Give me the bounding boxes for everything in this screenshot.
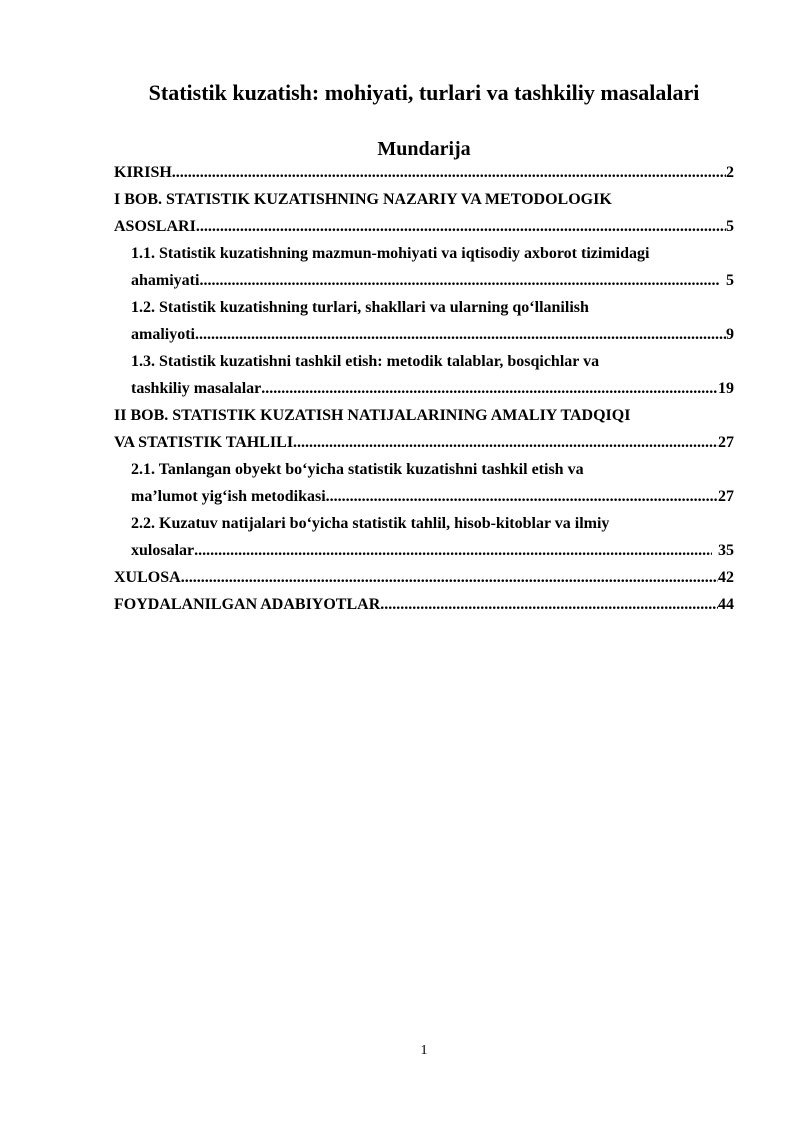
toc-entry-text: KIRISH (114, 164, 172, 181)
toc-entry-1-3 (114, 348, 734, 402)
toc-page-number: 19 (718, 380, 734, 397)
toc-line (114, 429, 734, 456)
toc-leader-dots (195, 321, 726, 348)
toc-leader-dots (172, 159, 726, 186)
toc-entry-text: II BOB. STATISTIK KUZATISH NATIJALARINING AMALIY TADQIQI (114, 407, 631, 424)
toc-page-number: 27 (718, 434, 734, 451)
toc-leader-dots (196, 213, 726, 240)
toc-entry-text: 2.1. Tanlangan obyekt bo‘yicha statistik kuzatishni tashkil etish va (131, 461, 584, 478)
toc-entry-kirish (114, 159, 734, 186)
toc-leader-dots (199, 267, 720, 294)
toc-line (131, 240, 734, 267)
toc-entry-text: VA STATISTIK TAHLILI (114, 434, 294, 451)
toc-page-number: 42 (718, 569, 734, 586)
toc-entry-xulosa (114, 564, 734, 591)
toc-line (131, 321, 734, 348)
toc-entry-chapter-1 (114, 186, 734, 240)
toc-entry-text: FOYDALANILGAN ADABIYOTLAR (114, 596, 381, 613)
toc-page-number: 5 (726, 218, 734, 235)
toc-entry-text: amaliyoti (131, 326, 195, 343)
toc-page-number: 35 (718, 542, 734, 559)
toc-leader-dots (181, 564, 718, 591)
toc-leader-dots (293, 429, 718, 456)
toc-line (131, 510, 734, 537)
toc-line (114, 564, 734, 591)
toc-page-number: 2 (726, 164, 734, 181)
toc-entry-text: 1.3. Statistik kuzatishni tashkil etish: metodik talablar, bosqichlar va (131, 353, 600, 370)
toc-entry-adabiyotlar (114, 591, 734, 618)
toc-leader-dots (194, 537, 712, 564)
toc-line (114, 186, 734, 213)
toc-line (131, 348, 734, 375)
toc-line (131, 267, 734, 294)
toc-leader-dots (261, 375, 718, 402)
toc-line (114, 159, 734, 186)
toc-leader-dots (326, 483, 718, 510)
toc-entry-text: ma’lumot yig‘ish metodikasi (131, 488, 326, 505)
toc-entry-2-2 (114, 510, 734, 564)
toc-entry-text: 1.2. Statistik kuzatishning turlari, shakllari va ularning qo‘llanilish (131, 299, 589, 316)
toc-entry-text: tashkiliy masalalar (131, 380, 262, 397)
table-of-contents (114, 159, 734, 618)
toc-entry-text: I BOB. STATISTIK KUZATISHNING NAZARIY VA METODOLOGIK (114, 191, 612, 208)
toc-entry-text: ASOSLARI (114, 218, 196, 235)
toc-entry-1-1 (114, 240, 734, 294)
toc-entry-text: 2.2. Kuzatuv natijalari bo‘yicha statistik tahlil, hisob-kitoblar va ilmiy (131, 515, 610, 532)
toc-entry-text: xulosalar (131, 542, 195, 559)
toc-line (131, 537, 734, 564)
toc-page-number: 5 (726, 272, 734, 289)
toc-page-number: 44 (718, 596, 734, 613)
toc-entry-text: ahamiyati (131, 272, 200, 289)
toc-line (131, 375, 734, 402)
toc-entry-chapter-2 (114, 402, 734, 456)
toc-line (131, 294, 734, 321)
toc-entry-text: 1.1. Statistik kuzatishning mazmun-mohiyati va iqtisodiy axborot tizimidagi (131, 245, 650, 262)
toc-line (114, 402, 734, 429)
toc-page-number: 27 (718, 488, 734, 505)
page-content (114, 80, 734, 618)
toc-heading: Mundarija (377, 138, 471, 160)
footer-page-number: 1 (420, 1043, 428, 1058)
toc-line (114, 213, 734, 240)
toc-entry-text: XULOSA (114, 569, 181, 586)
toc-leader-dots (380, 591, 718, 618)
toc-page-number: 9 (726, 326, 734, 343)
toc-entry-2-1 (114, 456, 734, 510)
toc-line (114, 591, 734, 618)
page-title: Statistik kuzatish: mohiyati, turlari va tashkiliy masalalari (148, 80, 700, 105)
toc-line (131, 483, 734, 510)
toc-line (131, 456, 734, 483)
toc-entry-1-2 (114, 294, 734, 348)
